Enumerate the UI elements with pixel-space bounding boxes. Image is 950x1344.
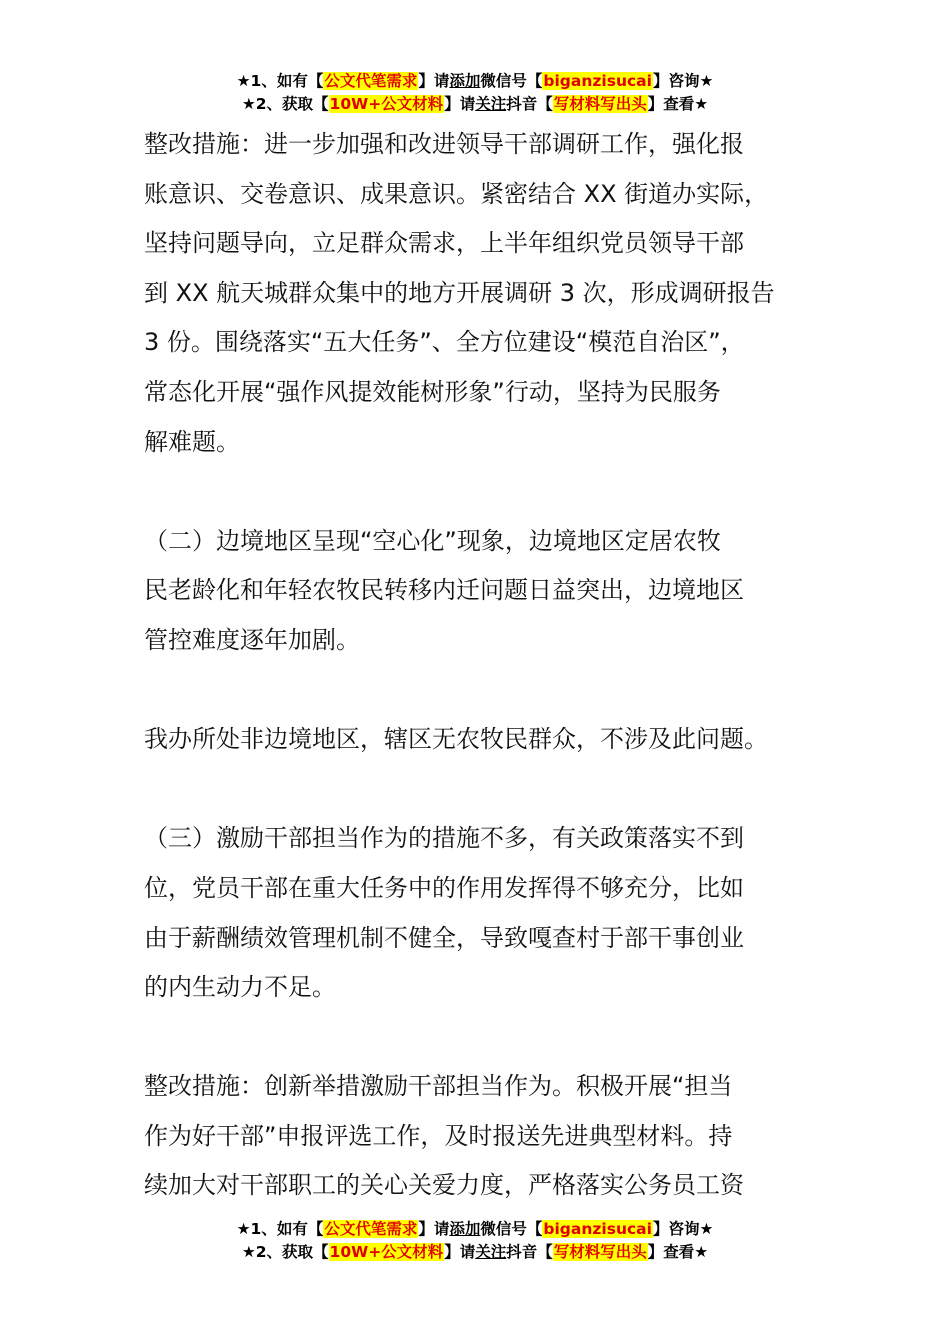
text-line: 解难题。 — [144, 427, 240, 456]
promo-text: 】查看★ — [647, 95, 709, 113]
promo-highlight: 公文代笔需求 — [324, 1220, 418, 1238]
promo-text: 微信号【 — [480, 1220, 543, 1238]
text-line: （二）边境地区呈现“空心化”现象，边境地区定居农牧 — [144, 526, 721, 555]
paragraph-not-applicable — [144, 715, 834, 765]
text-line: 位，党员干部在重大任务中的作用发挥得不够充分，比如 — [144, 873, 744, 902]
promo-text: 】请 — [444, 95, 476, 113]
text-line: 到 XX 航天城群众集中的地方开展调研 3 次，形成调研报告 — [144, 278, 775, 307]
text-line: 坚持问题导向，立足群众需求，上半年组织党员领导干部 — [144, 229, 744, 258]
promo-line-1 — [0, 70, 950, 93]
promo-highlight: 公文代笔需求 — [324, 72, 418, 90]
promo-text: 】请 — [444, 1243, 476, 1261]
footer-promo-banner — [0, 1218, 950, 1264]
promo-underlined-text: 关注 — [475, 1243, 507, 1261]
text-line: 整改措施：进一步加强和改进领导干部调研工作，强化报 — [144, 130, 744, 158]
promo-underlined-text: 关注 — [475, 95, 507, 113]
promo-highlight: biganzisucai — [543, 1220, 652, 1238]
promo-text: 抖音【 — [506, 1243, 553, 1261]
text-line: 的内生动力不足。 — [144, 973, 336, 1002]
text-line: 续加大对干部职工的关心关爱力度，严格落实公务员工资 — [144, 1171, 744, 1200]
promo-text: 】请 — [418, 72, 450, 90]
text-line: 整改措施：创新举措激励干部担当作为。积极开展“担当 — [144, 1072, 733, 1101]
text-line: 民老龄化和年轻农牧民转移内迁问题日益突出，边境地区 — [144, 576, 744, 605]
promo-highlight: 写材料写出头 — [553, 95, 647, 113]
promo-highlight: biganzisucai — [543, 72, 652, 90]
promo-line-1 — [0, 1218, 950, 1241]
promo-text: ★1、如有【 — [236, 72, 324, 90]
document-body — [144, 120, 834, 1261]
promo-text: ★2、获取【 — [241, 95, 329, 113]
text-line: 管控难度逐年加剧。 — [144, 625, 360, 654]
text-line: （三）激励干部担当作为的措施不多，有关政策落实不到 — [144, 824, 744, 853]
header-promo-banner — [0, 70, 950, 116]
promo-line-2 — [0, 93, 950, 116]
promo-text: ★1、如有【 — [236, 1220, 324, 1238]
promo-text: 】咨询★ — [652, 72, 714, 90]
text-line: 我办所处非边境地区，辖区无农牧民群众，不涉及此问题。 — [144, 725, 768, 754]
paragraph-rectification-research — [144, 120, 834, 467]
paragraph-rectification-incentive — [144, 1062, 834, 1211]
promo-text: 】请 — [418, 1220, 450, 1238]
text-line: 账意识、交卷意识、成果意识。紧密结合 XX 街道办实际， — [144, 179, 769, 208]
promo-line-2 — [0, 1241, 950, 1264]
promo-text: 】查看★ — [647, 1243, 709, 1261]
promo-underlined-text: 添加 — [449, 1220, 481, 1238]
text-line: 3 份。围绕落实“五大任务”、全方位建设“模范自治区”， — [144, 328, 745, 357]
text-line: 常态化开展“强作风提效能树形象”行动，坚持为民服务 — [144, 377, 721, 406]
promo-highlight: 10W+公文材料 — [329, 1243, 444, 1261]
promo-text: 抖音【 — [506, 95, 553, 113]
text-line: 作为好干部”申报评选工作，及时报送先进典型材料。持 — [144, 1121, 733, 1150]
text-line: 由于薪酬绩效管理机制不健全，导致嘎查村于部干事创业 — [144, 923, 744, 952]
paragraph-border-hollowing-issue — [144, 517, 834, 666]
promo-highlight: 10W+公文材料 — [329, 95, 444, 113]
paragraph-cadre-incentive-issue — [144, 814, 834, 1012]
promo-underlined-text: 添加 — [449, 72, 481, 90]
promo-text: 微信号【 — [480, 72, 543, 90]
promo-text: ★2、获取【 — [241, 1243, 329, 1261]
promo-text: 】咨询★ — [652, 1220, 714, 1238]
promo-highlight: 写材料写出头 — [553, 1243, 647, 1261]
